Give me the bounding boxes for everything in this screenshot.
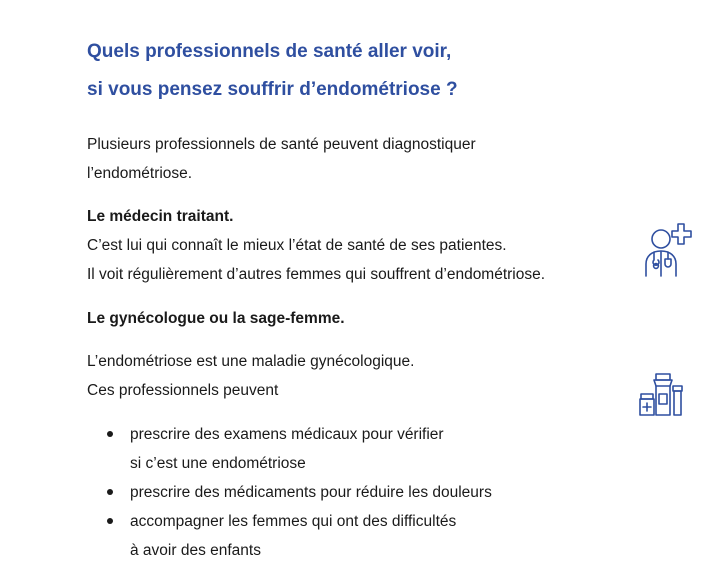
- medecin-section: [87, 202, 545, 289]
- list-item: [87, 478, 492, 507]
- list-item: [87, 420, 492, 478]
- intro-line-1: Plusieurs professionnels de santé peuvent diagnostiquer: [87, 136, 476, 153]
- bullet-dot: [107, 518, 113, 524]
- bullet-list: [87, 420, 492, 565]
- intro-line-2: l’endométriose.: [87, 165, 193, 182]
- bullet-1-line-2: si c’est une endométriose: [130, 455, 306, 472]
- bullet-2-line-1: prescrire des médicaments pour réduire les douleurs: [130, 484, 492, 501]
- bullet-dot: [107, 431, 113, 437]
- medicine-bottles-icon: [638, 372, 684, 418]
- gyneco-line-1: L’endométriose est une maladie gynécologique.: [87, 353, 415, 370]
- medecin-heading: Le médecin traitant.: [87, 208, 234, 225]
- gyneco-paragraph: [87, 347, 414, 405]
- page-title: [87, 33, 647, 109]
- title-line-2: si vous pensez souffrir d’endométriose ?: [87, 79, 458, 100]
- list-item: [87, 507, 492, 565]
- medecin-line-2: Il voit régulièrement d’autres femmes qui souffrent d’endométriose.: [87, 266, 546, 283]
- gyneco-line-2: Ces professionnels peuvent: [87, 382, 279, 399]
- bullet-3-line-1: accompagner les femmes qui ont des difficultés: [130, 513, 457, 530]
- intro-paragraph: [87, 130, 476, 188]
- bullet-1-line-1: prescrire des examens médicaux pour vérifier: [130, 426, 444, 443]
- bullet-3-line-2: à avoir des enfants: [130, 542, 261, 559]
- bullet-dot: [107, 489, 113, 495]
- medecin-line-1: C’est lui qui connaît le mieux l’état de santé de ses patientes.: [87, 237, 507, 254]
- title-line-1: Quels professionnels de santé aller voir,: [87, 41, 452, 62]
- doctor-with-plus-icon: [642, 222, 696, 278]
- gyneco-heading: Le gynécologue ou la sage-femme.: [87, 310, 345, 327]
- gyneco-heading-paragraph: [87, 304, 345, 333]
